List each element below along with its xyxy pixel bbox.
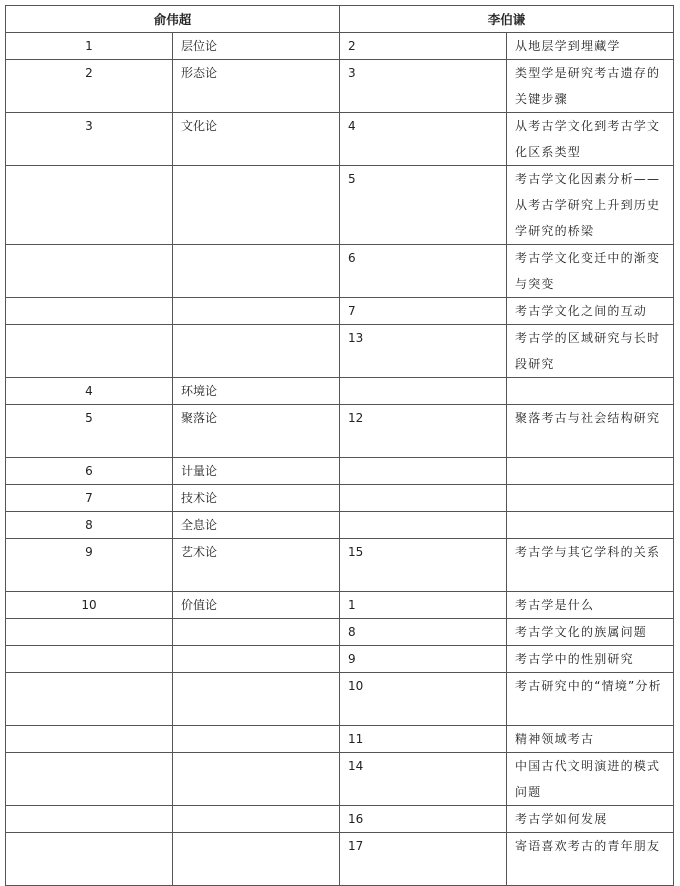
yu-title	[173, 325, 340, 378]
li-number: 11	[340, 726, 507, 753]
yu-title	[173, 673, 340, 726]
yu-title	[173, 619, 340, 646]
table-row	[6, 806, 674, 833]
table-row	[6, 325, 674, 378]
li-title: 考古学文化之间的互动	[507, 298, 674, 325]
li-number: 12	[340, 405, 507, 458]
yu-title	[173, 753, 340, 806]
yu-number: 6	[6, 458, 173, 485]
yu-number	[6, 298, 173, 325]
yu-number: 4	[6, 378, 173, 405]
li-number: 8	[340, 619, 507, 646]
yu-number	[6, 325, 173, 378]
li-number	[340, 458, 507, 485]
yu-title	[173, 245, 340, 298]
header-li: 李伯谦	[340, 6, 674, 33]
li-number: 3	[340, 60, 507, 113]
table-row	[6, 166, 674, 245]
yu-title: 文化论	[173, 113, 340, 166]
li-title	[507, 378, 674, 405]
table-row	[6, 378, 674, 405]
li-number: 4	[340, 113, 507, 166]
yu-title: 计量论	[173, 458, 340, 485]
yu-title: 价值论	[173, 592, 340, 619]
li-title: 从考古学文化到考古学文化区系类型	[507, 113, 674, 166]
yu-number	[6, 726, 173, 753]
li-number: 14	[340, 753, 507, 806]
yu-number	[6, 166, 173, 245]
yu-title: 艺术论	[173, 539, 340, 592]
yu-number: 3	[6, 113, 173, 166]
yu-title: 形态论	[173, 60, 340, 113]
li-number: 1	[340, 592, 507, 619]
table-row	[6, 60, 674, 113]
li-title: 考古学的区域研究与长时段研究	[507, 325, 674, 378]
yu-title	[173, 726, 340, 753]
yu-number: 10	[6, 592, 173, 619]
table-row	[6, 245, 674, 298]
yu-title: 环境论	[173, 378, 340, 405]
li-number: 13	[340, 325, 507, 378]
li-title: 考古研究中的“情境”分析	[507, 673, 674, 726]
header-yu: 俞伟超	[6, 6, 340, 33]
yu-title	[173, 298, 340, 325]
li-title: 考古学中的性别研究	[507, 646, 674, 673]
li-title: 考古学如何发展	[507, 806, 674, 833]
li-title: 精神领域考古	[507, 726, 674, 753]
li-number: 9	[340, 646, 507, 673]
li-number: 16	[340, 806, 507, 833]
li-number: 7	[340, 298, 507, 325]
li-title	[507, 458, 674, 485]
li-number	[340, 378, 507, 405]
yu-number	[6, 806, 173, 833]
li-title: 寄语喜欢考古的青年朋友	[507, 833, 674, 886]
li-number: 6	[340, 245, 507, 298]
li-title: 考古学是什么	[507, 592, 674, 619]
yu-number	[6, 245, 173, 298]
li-title	[507, 485, 674, 512]
table-row	[6, 619, 674, 646]
yu-title: 全息论	[173, 512, 340, 539]
li-number	[340, 512, 507, 539]
table-row	[6, 405, 674, 458]
table-row	[6, 673, 674, 726]
table-row	[6, 485, 674, 512]
li-title: 类型学是研究考古遗存的关键步骤	[507, 60, 674, 113]
yu-number: 7	[6, 485, 173, 512]
li-title: 中国古代文明演进的模式问题	[507, 753, 674, 806]
li-number: 5	[340, 166, 507, 245]
comparison-table	[5, 5, 674, 886]
li-title: 从地层学到埋藏学	[507, 33, 674, 60]
yu-title: 层位论	[173, 33, 340, 60]
table-row	[6, 646, 674, 673]
yu-number: 9	[6, 539, 173, 592]
table-row	[6, 458, 674, 485]
table-row	[6, 113, 674, 166]
yu-number	[6, 646, 173, 673]
yu-number: 8	[6, 512, 173, 539]
li-number	[340, 485, 507, 512]
yu-title	[173, 166, 340, 245]
header-row	[6, 6, 674, 33]
li-title: 考古学文化因素分析——从考古学研究上升到历史学研究的桥梁	[507, 166, 674, 245]
yu-number	[6, 619, 173, 646]
table-row	[6, 726, 674, 753]
li-title: 考古学文化的族属问题	[507, 619, 674, 646]
yu-number	[6, 673, 173, 726]
li-number: 15	[340, 539, 507, 592]
table-row	[6, 539, 674, 592]
yu-number: 2	[6, 60, 173, 113]
table-row	[6, 512, 674, 539]
table-row	[6, 298, 674, 325]
yu-number: 1	[6, 33, 173, 60]
yu-title	[173, 646, 340, 673]
li-number: 2	[340, 33, 507, 60]
li-title: 聚落考古与社会结构研究	[507, 405, 674, 458]
yu-number	[6, 753, 173, 806]
li-number: 17	[340, 833, 507, 886]
yu-title: 聚落论	[173, 405, 340, 458]
yu-number: 5	[6, 405, 173, 458]
li-title: 考古学文化变迁中的渐变与突变	[507, 245, 674, 298]
table-row	[6, 592, 674, 619]
li-title	[507, 512, 674, 539]
table-row	[6, 753, 674, 806]
yu-title: 技术论	[173, 485, 340, 512]
li-number: 10	[340, 673, 507, 726]
li-title: 考古学与其它学科的关系	[507, 539, 674, 592]
table-row	[6, 33, 674, 60]
yu-title	[173, 806, 340, 833]
